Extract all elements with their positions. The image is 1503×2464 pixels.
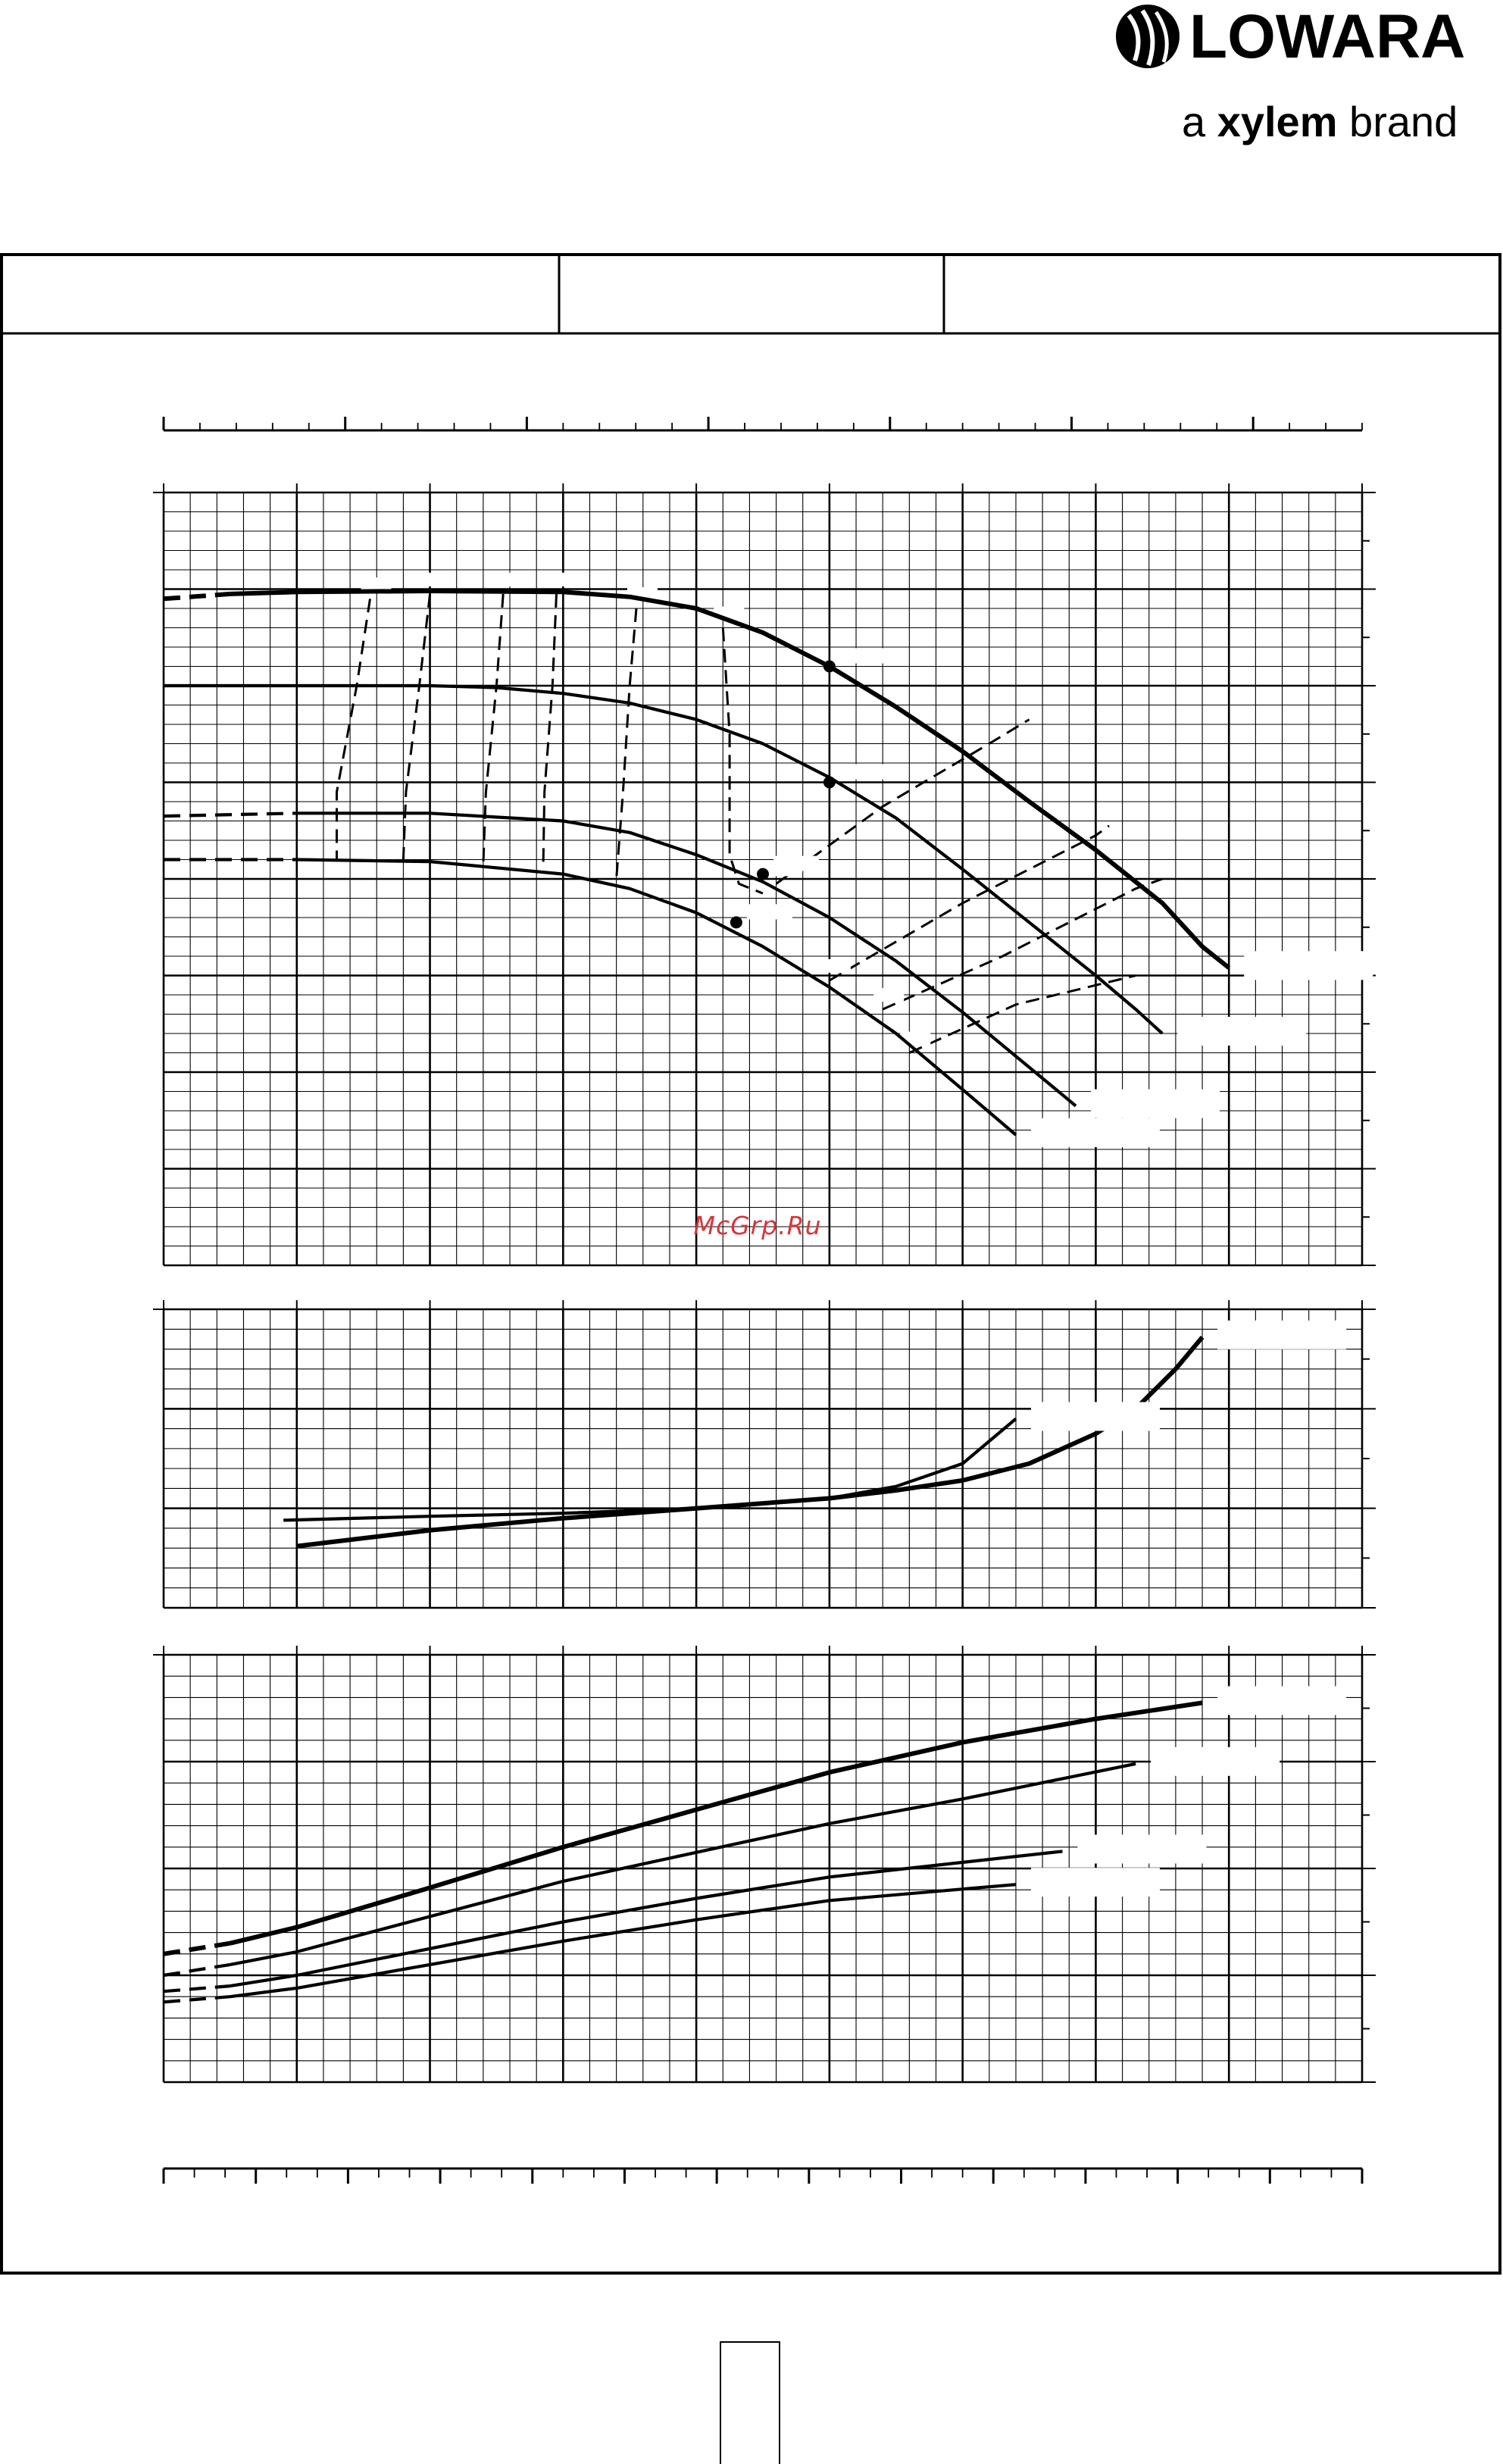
- duty-point-marker: [730, 916, 742, 928]
- tagline-suffix: brand: [1337, 98, 1458, 145]
- power-panel: [153, 1646, 1376, 2082]
- npsh-series-2-label-box: [1031, 1402, 1160, 1431]
- page-number-box: [720, 2341, 780, 2464]
- power-series-1-label-box: [1217, 1686, 1346, 1715]
- head-series-1-label-box: [1244, 951, 1373, 980]
- duty-point-marker: [823, 661, 836, 673]
- power-series-2-label-box: [1151, 1747, 1280, 1776]
- head-panel: [153, 483, 1376, 1265]
- iso-efficiency-label-box: [548, 573, 578, 586]
- head-series-2-label-box: [1177, 1017, 1306, 1046]
- duty-point-marker: [757, 868, 769, 880]
- bottom-flow-axis: [164, 2169, 1362, 2184]
- iso-efficiency-label-box: [494, 573, 524, 586]
- tagline-brand: xylem: [1217, 98, 1338, 145]
- duty-point-label-box: [747, 904, 792, 919]
- head-series-4-label-box: [1031, 1118, 1160, 1147]
- head-series-3-label-box: [1091, 1090, 1220, 1118]
- iso-efficiency-label-box: [873, 988, 904, 1002]
- tagline-prefix: a: [1182, 98, 1217, 145]
- top-flow-axis: [164, 417, 1362, 430]
- power-series-3-label-box: [1078, 1834, 1207, 1863]
- duty-point-label-box: [840, 765, 886, 780]
- watermark-text: McGrp.Ru: [693, 1211, 822, 1240]
- power-series-4-label-box: [1031, 1868, 1160, 1896]
- npsh-series-1-label-box: [1217, 1321, 1346, 1349]
- iso-efficiency-label-box: [820, 959, 851, 973]
- npsh-panel: [153, 1300, 1376, 1608]
- npsh-plot-area: [164, 1309, 1362, 1608]
- duty-point-label-box: [840, 649, 886, 664]
- brand-name: LOWARA: [1189, 2, 1466, 71]
- iso-efficiency-label-box: [421, 573, 452, 586]
- iso-efficiency-label-box: [900, 1032, 930, 1046]
- duty-point-marker: [823, 777, 836, 789]
- duty-point-label-box: [773, 856, 819, 871]
